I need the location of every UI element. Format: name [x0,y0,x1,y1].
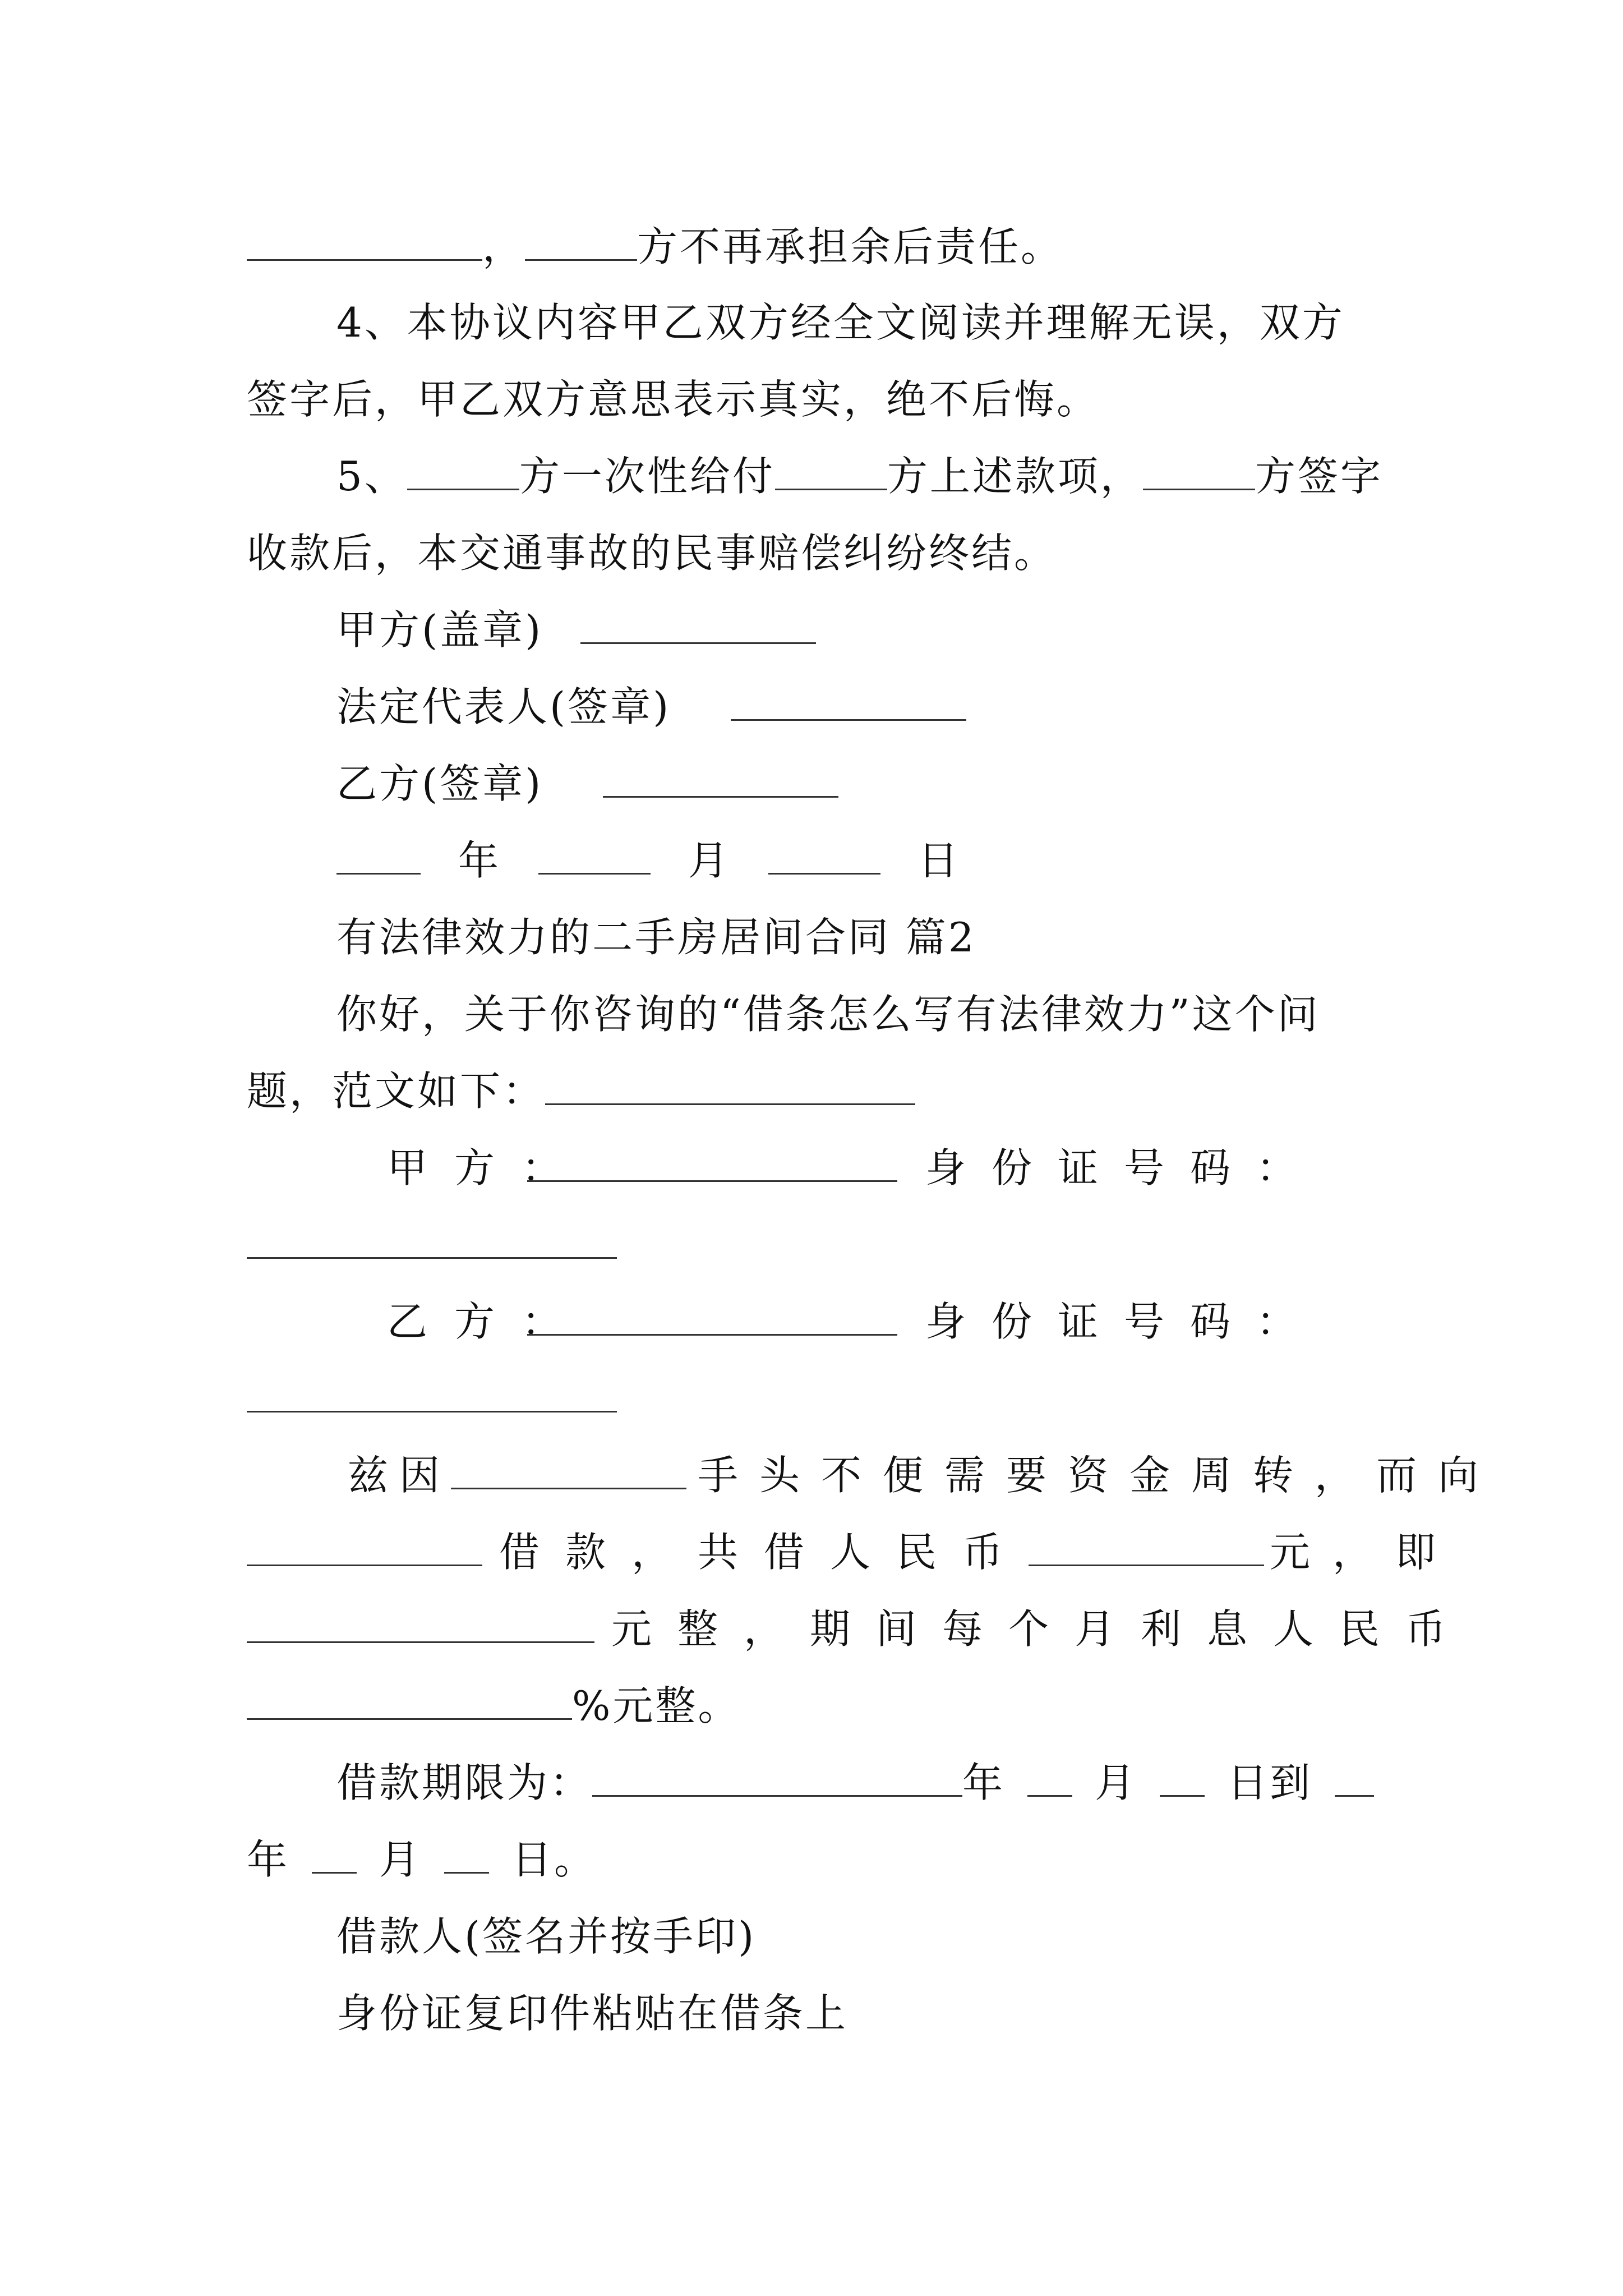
blank-field [1029,1525,1264,1566]
text: 年 [962,1759,1006,1806]
blank-field [538,834,651,875]
blank-field [1160,1756,1205,1797]
signature-party-b [247,750,838,817]
id-number-label: 身份证号码： [925,1298,1323,1345]
loan-amount-line [247,1519,1458,1586]
year-label: 年 [458,837,501,884]
text: 方签字 [1255,453,1383,500]
blank-field [527,1141,897,1182]
text: ， [482,223,525,270]
blank-field [603,757,838,798]
blank-field [247,1679,572,1720]
text: %元整。 [572,1682,741,1729]
text: 方上述款项， [887,453,1143,500]
intro-line-1: 你好，关于你咨询的“借条怎么写有法律效力”这个问 [336,991,1320,1038]
text: 月 [379,1836,422,1883]
blank-field [247,1218,617,1259]
blank-field [247,1525,482,1566]
line-liability [247,213,1063,280]
section-heading: 有法律效力的二手房居间合同 篇2 [336,914,976,961]
id-number-label: 身份证号码： [925,1144,1323,1191]
text: 年 [247,1836,290,1883]
blank-field [247,220,482,261]
clause-4-line-1: 4、本协议内容甲乙双方经全文阅读并理解无误，双方 [336,299,1345,346]
text: 5、 [336,453,407,500]
month-label: 月 [688,837,731,884]
blank-field [527,1295,897,1336]
text: 日到 [1227,1759,1313,1806]
loan-term-line [247,1749,1374,1816]
blank-field [312,1833,357,1874]
text: 兹因 [348,1452,451,1499]
party-b-label: 乙方： [387,1298,589,1345]
borrower-signature: 借款人(签名并按手印) [336,1913,757,1960]
party-a-id-continuation [247,1211,617,1278]
intro-line-2 [247,1057,915,1125]
blank-field [1143,449,1255,490]
text: 日。 [511,1836,597,1883]
clause-5-line-2: 收款后，本交通事故的民事赔偿纠纷终结。 [247,530,1057,577]
label: 乙方(签章) [336,760,543,807]
blank-field [580,603,816,644]
blank-field [731,680,966,721]
blank-field [545,1064,915,1105]
loan-term-line-2 [247,1826,597,1893]
blank-field [336,834,421,875]
text: 借款期限为： [336,1759,593,1806]
text: 元，即 [1270,1529,1459,1576]
blank-field [247,1602,594,1643]
signature-legal-rep [247,673,966,740]
clause-4-line-2: 签字后，甲乙双方意思表示真实，绝不后悔。 [247,376,1100,423]
label: 法定代表人(签章) [336,683,671,730]
text: 方一次性给付 [519,453,775,500]
blank-field [247,1372,617,1412]
party-a-line [247,1134,1322,1202]
text: 元整，期间每个月利息人民币 [611,1605,1472,1653]
day-label: 日 [917,837,961,884]
blank-field [444,1833,489,1874]
party-b-line [247,1288,1322,1355]
blank-field [525,220,637,261]
label: 甲方(盖章) [336,606,543,654]
id-copy-note: 身份证复印件粘贴在借条上 [336,1990,849,2037]
text: 手头不便需要资金周转，而向 [698,1452,1500,1499]
party-b-id-continuation [247,1365,617,1432]
text: 题，范文如下： [247,1068,546,1115]
text: 借款，共借人民币 [499,1529,1029,1576]
text: 方不再承担余后责任。 [637,223,1064,270]
loan-interest-line [247,1595,1472,1663]
party-a-label: 甲方： [387,1144,589,1191]
text: 月 [1095,1759,1138,1806]
blank-field [1335,1756,1374,1797]
clause-5-line-1 [247,443,1383,510]
loan-reason-line [247,1442,1500,1509]
blank-field [775,449,887,490]
blank-field [592,1756,962,1797]
interest-rate-line [247,1672,740,1740]
blank-field [451,1448,686,1489]
date-line [247,827,983,894]
blank-field [768,834,880,875]
blank-field [407,449,519,490]
signature-party-a [247,596,816,664]
blank-field [1027,1756,1072,1797]
